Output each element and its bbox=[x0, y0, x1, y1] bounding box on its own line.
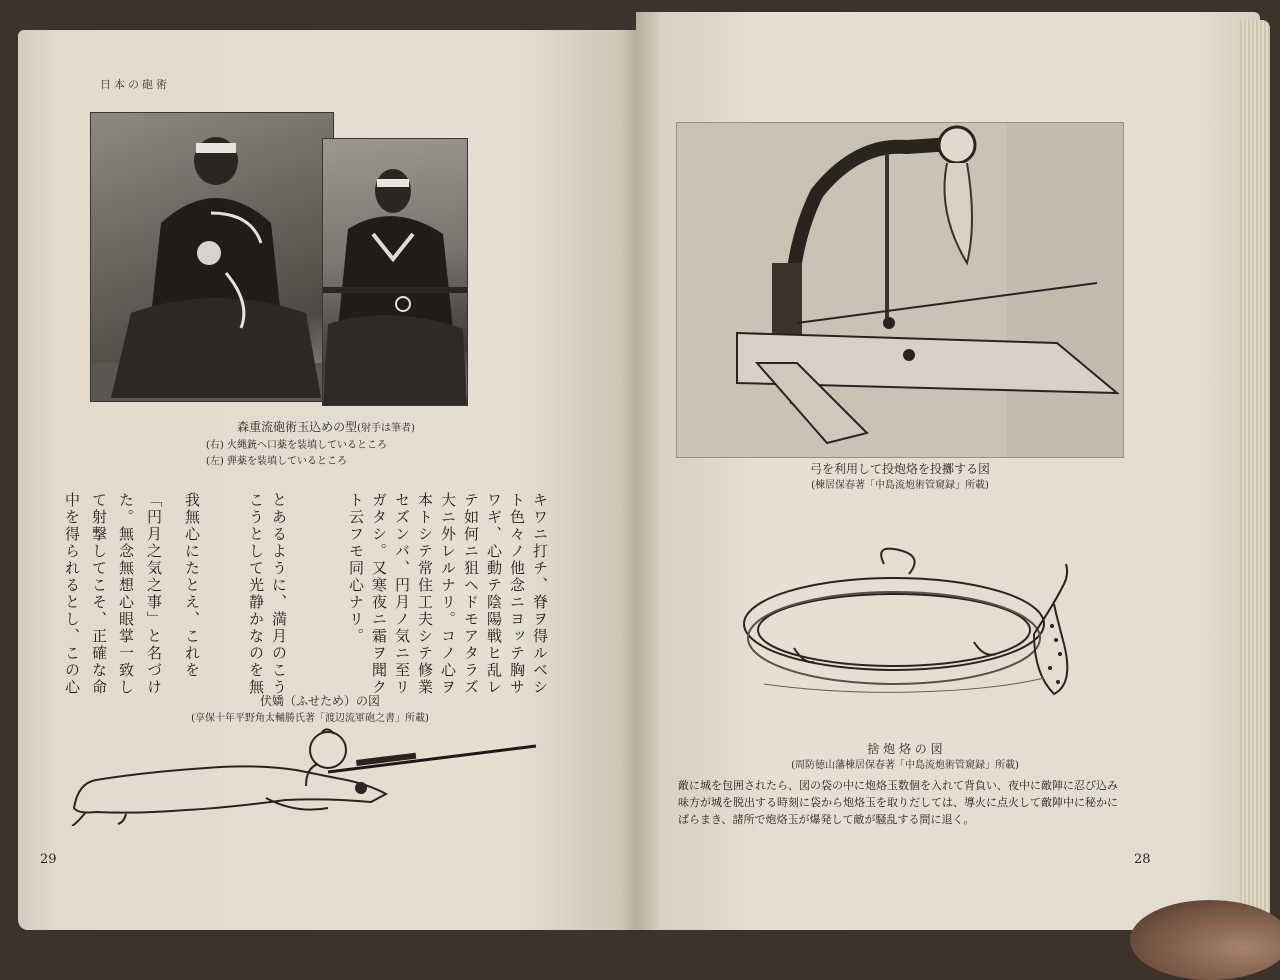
vertical-text-col: て射撃してこそ、正確な命 bbox=[90, 492, 108, 696]
photo-caption-title bbox=[196, 418, 456, 435]
prone-drawing-caption-source: (享保十年平野角太輔勝氏著「渡辺流軍砲之書」所載) bbox=[191, 713, 429, 724]
rope-bag-drawing bbox=[734, 544, 1094, 734]
vertical-text-col: 「円月之気之事」と名づけ bbox=[145, 492, 163, 696]
vertical-text-col: ワギ、心動テ陰陽戦ヒ乱レ bbox=[485, 492, 503, 696]
photo-caption-right-note: (右) 火縄銃へ口薬を装填しているところ bbox=[206, 440, 387, 451]
prone-drawing-caption-title: 伏嬌（ふせため）の図 bbox=[259, 694, 380, 708]
body-line: ばらまき、諸所で炮烙玉が爆発して敵が騒乱する間に退く。 bbox=[678, 813, 975, 826]
body-line: 敵に城を包囲されたら、図の袋の中に炮烙玉数個を入れて背負い、夜中に敵陣に忍び込み bbox=[678, 779, 1118, 792]
page-edges bbox=[1240, 20, 1270, 920]
running-head: 日本の砲術 bbox=[100, 78, 170, 91]
photo-figure-right bbox=[323, 139, 467, 405]
holding-thumb bbox=[1130, 900, 1280, 980]
page-number-right: 28 bbox=[1134, 852, 1151, 867]
bow-catapult-drawing bbox=[677, 123, 1123, 457]
body-line: 味方が城を脱出する時刻に袋から炮烙玉を取りだしては、導火に点火して敵陣中に秘かに bbox=[678, 796, 1118, 809]
photo-gunner-priming bbox=[90, 112, 334, 402]
bow-throwing-illustration bbox=[676, 122, 1124, 458]
right-page-body bbox=[678, 777, 1148, 828]
vertical-text-col: た。無念無想心眼掌一致し bbox=[117, 492, 135, 696]
vertical-text-col: こうとして光静かなのを無 bbox=[247, 492, 265, 696]
vertical-text-col: 大ニ外レルナリ。コノ心ヲ bbox=[439, 492, 457, 696]
rope-bag-caption-source: (周防徳山藩棟居保春著「中島流炮術管窺録」所載) bbox=[791, 760, 1019, 771]
photo-caption-title-note: (射手は筆者) bbox=[357, 423, 415, 434]
photo-gunner-loading bbox=[322, 138, 468, 406]
bow-illustration-caption-title: 弓を利用して投炮烙を投擲する図 bbox=[809, 462, 990, 476]
vertical-text-col: セズンバ、円月ノ気ニ至リ bbox=[393, 492, 411, 696]
bow-illustration-caption-source: (棟居保春著「中島流炮術管窺録」所載) bbox=[811, 480, 989, 491]
page-number-left: 29 bbox=[40, 852, 57, 867]
rope-bag-caption-title: 捨 炮 烙 の 図 bbox=[867, 742, 943, 756]
vertical-text-col: ト色々ノ他念ニヨッテ胸サ bbox=[508, 492, 526, 696]
photo-caption-title-text: 森重流砲術玉込めの型 bbox=[237, 420, 358, 434]
vertical-text-col: とあるように、満月のこう bbox=[270, 492, 288, 696]
vertical-text-col: ガタシ。又寒夜ニ霜ヲ聞ク bbox=[370, 492, 388, 696]
vertical-text-col: 本トシテ常住工夫シテ修業 bbox=[416, 492, 434, 696]
photo-figure-left bbox=[91, 113, 333, 401]
vertical-text-col: キワニ打チ、脊ヲ得ルベシ bbox=[531, 492, 549, 696]
prone-marksman-drawing bbox=[66, 728, 546, 826]
vertical-text-col: ト云フモ同心ナリ。 bbox=[347, 492, 365, 645]
vertical-text-col: テ如何ニ狙ヘドモアタラズ bbox=[462, 492, 480, 696]
vertical-text-col: 我無心にたとえ、これを bbox=[183, 492, 201, 679]
vertical-text-col: 中を得られるとし、この心 bbox=[63, 492, 81, 696]
photo-caption-left-note: (左) 弾薬を装填しているところ bbox=[206, 456, 347, 467]
